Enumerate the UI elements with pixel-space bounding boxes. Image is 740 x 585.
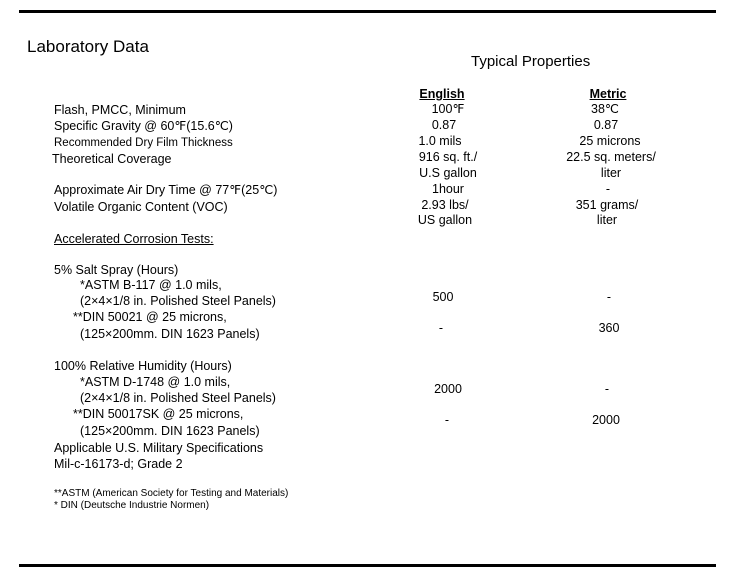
row-label-specific-gravity: Specific Gravity @ 60℉(15.6℃)	[54, 119, 233, 133]
page-title: Laboratory Data	[27, 37, 149, 56]
typical-properties-heading: Typical Properties	[471, 53, 591, 70]
humidity-din-panels: (125×200mm. DIN 1623 Panels)	[80, 424, 260, 438]
humidity-heading: 100% Relative Humidity (Hours)	[54, 359, 232, 373]
row-en-voc: 2.93 lbs/	[421, 198, 469, 212]
humidity-astm-metric-value: -	[604, 382, 610, 396]
row-me-voc-unit: liter	[596, 213, 618, 227]
row-me-flash: 38℃	[591, 102, 619, 116]
row-label-dry-time: Approximate Air Dry Time @ 77℉(25℃)	[54, 183, 278, 197]
humidity-astm-english-value: 2000	[434, 382, 462, 396]
metric-column-header: Metric	[589, 87, 627, 101]
salt-din-line: **DIN 50021 @ 25 microns,	[73, 310, 227, 324]
accelerated-corrosion-heading: Accelerated Corrosion Tests:	[54, 232, 214, 246]
row-label-flash: Flash, PMCC, Minimum	[54, 103, 186, 117]
salt-astm-english-value: 500	[432, 290, 454, 304]
row-en-flash: 100℉	[431, 102, 465, 116]
top-rule	[19, 10, 716, 13]
humidity-din-english-value: -	[444, 413, 450, 427]
row-en-voc-unit: US gallon	[417, 213, 473, 227]
row-me-dry-time: -	[605, 182, 611, 196]
salt-din-panels: (125×200mm. DIN 1623 Panels)	[80, 327, 260, 341]
row-en-dry-film: 1.0 mils	[418, 134, 462, 148]
row-me-dry-film: 25 microns	[579, 134, 641, 148]
salt-astm-line: *ASTM B-117 @ 1.0 mils,	[80, 278, 222, 292]
english-column-header: English	[419, 87, 465, 101]
row-label-coverage: Theoretical Coverage	[52, 152, 172, 166]
salt-astm-panels: (2×4×1/8 in. Polished Steel Panels)	[80, 294, 276, 308]
row-en-coverage: 916 sq. ft./	[418, 150, 478, 164]
row-me-coverage: 22.5 sq. meters/	[566, 150, 656, 164]
row-label-dry-film: Recommended Dry Film Thickness	[54, 137, 233, 149]
footnote-din: * DIN (Deutsche Industrie Normen)	[54, 500, 210, 511]
footnote-astm: **ASTM (American Society for Testing and Materials)	[54, 488, 289, 499]
row-en-dry-time: 1hour	[432, 182, 464, 196]
salt-din-english-value: -	[438, 321, 444, 335]
row-me-coverage-unit: liter	[600, 166, 622, 180]
row-en-specific-gravity: 0.87	[431, 118, 457, 132]
military-grade-line: Mil-c-16173-d; Grade 2	[54, 457, 183, 471]
salt-astm-metric-value: -	[606, 290, 612, 304]
military-specs-line: Applicable U.S. Military Specifications	[54, 441, 264, 455]
humidity-astm-panels: (2×4×1/8 in. Polished Steel Panels)	[80, 391, 276, 405]
humidity-astm-line: *ASTM D-1748 @ 1.0 mils,	[80, 375, 231, 389]
bottom-rule	[19, 564, 716, 567]
salt-din-metric-value: 360	[598, 321, 620, 335]
row-en-coverage-unit: U.S gallon	[419, 166, 477, 180]
row-me-voc: 351 grams/	[575, 198, 639, 212]
row-label-voc: Volatile Organic Content (VOC)	[54, 200, 228, 214]
humidity-din-line: **DIN 50017SK @ 25 microns,	[73, 407, 244, 421]
row-me-specific-gravity: 0.87	[593, 118, 619, 132]
humidity-din-metric-value: 2000	[592, 413, 620, 427]
salt-spray-heading: 5% Salt Spray (Hours)	[54, 263, 179, 277]
